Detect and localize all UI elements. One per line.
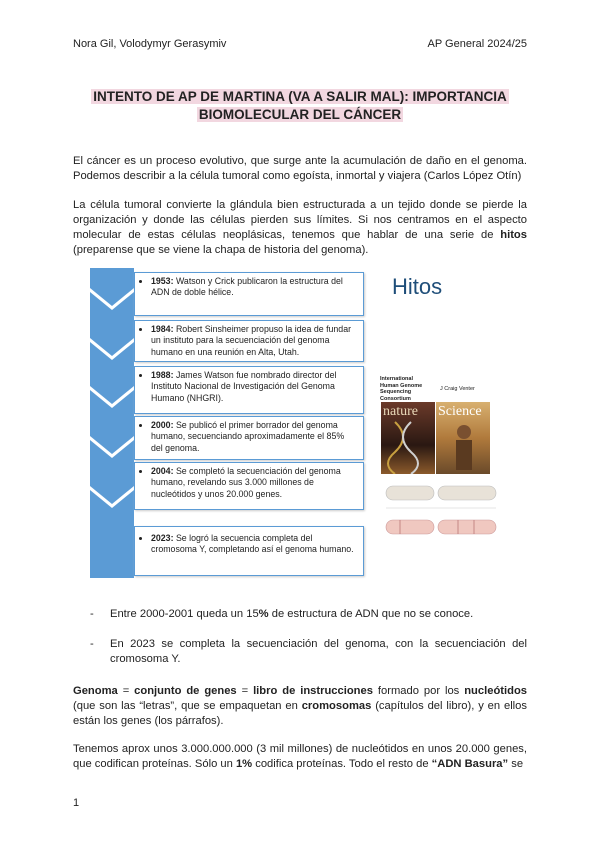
list-item-text [110,607,527,622]
chromosome-figure-icon [378,478,504,550]
science-cover-image [436,402,490,474]
science-cover-title: Science [438,404,482,419]
timeline-year: 1988: [151,370,174,380]
dna-helix-icon [381,402,435,474]
intro-paragraph-2 [73,198,527,258]
last-text2: codifica proteínas. Todo el resto de [252,758,432,770]
timeline-text: Watson y Crick publicaron la estructura del ADN de doble hélice. [151,276,343,298]
cover-label-consortium: International Human Genome Sequencing Consortium [380,376,423,402]
header-authors: Nora Gil, Volodymyr Gerasymiv [73,38,227,50]
cover-label-venter: J Craig Venter [440,386,475,392]
timeline-year: 2000: [151,420,174,430]
nature-cover-image [381,402,435,474]
intro-p2-tail: (preparense que se viene la chapa de historia del genoma). [73,244,369,256]
last-text: Tenemos aprox unos 3.000.000.000 (3 mil millones) de nucleótidos en unos 20.000 genes, que codifican proteínas. Sólo un [73,743,527,770]
timeline-text: Se publicó el primer borrador del genoma humano, secuenciando aproximadamente el 85% del genoma. [151,420,345,453]
genoma-text: formado por los [372,685,465,697]
genoma-nucleotidos: nucleótidos [464,685,527,697]
timeline-text: Robert Sinsheimer propuso la idea de fundar un instituto para la secuenciación del genoma humano en una reunión en Alta, Utah. [151,324,352,357]
page-title [60,88,540,124]
genoma-eq: = [117,685,135,697]
header-course: AP General 2024/25 [427,38,527,50]
genoma-eq2: = [236,685,254,697]
list-item-text: En 2023 se completa la secuenciación del genoma, con la secuenciación del cromosoma Y. [110,638,527,665]
genoma-cromosomas: cromosomas [301,700,372,712]
title-line-1: INTENTO DE AP DE MARTINA (VA A SALIR MAL): IMPORTANCIA [93,89,507,104]
hitos-heading: Hitos [392,274,443,299]
timeline-text: Se completó la secuenciación del genoma humano, revelando sus 3.000 millones de nucleótidos y unos 20.000 genes. [151,466,341,499]
timeline-item-2004 [134,462,364,510]
chevron-column-icon [90,268,140,578]
timeline-year: 2023: [151,533,174,543]
intro-p2-text: La célula tumoral convierte la glándula bien estructurada a un tejido donde se pierde la organización y donde las células pierden sus límites. Si nos centramos en el aspecto molecular de estas células neoplásicas, tenemos que hablar de una serie de [73,199,527,241]
timeline-item-1984 [134,320,364,362]
bullet-bold: % [258,608,269,620]
genoma-text3: (capítulos del libro), y en ellos están los genes (los párrafos). [73,700,527,727]
timeline-year: 2004: [151,466,174,476]
timeline-text: James Watson fue nombrado director del Instituto Nacional de Investigación del Genoma Humano (NHGRI). [151,370,337,403]
bullet-text-tail: de estructura de ADN que no se conoce. [268,608,474,620]
last-bold-percent: 1% [235,758,253,770]
list-bullet: - [90,638,94,650]
list-bullet: - [90,608,94,620]
timeline-item-1953 [134,272,364,316]
timeline-item-1988 [134,366,364,414]
nature-cover-title: nature [383,404,418,419]
genoma-term: Genoma [73,685,118,697]
last-bold-adn: “ADN Basura” [431,758,509,770]
timeline-year: 1953: [151,276,174,286]
last-paragraph [73,742,527,772]
list-item [90,637,527,667]
genoma-libro: libro de instrucciones [253,685,373,697]
timeline-item-2000 [134,416,364,460]
last-text3: se [508,758,524,770]
genoma-text2: (que son las “letras”, que se empaquetan en [73,700,302,712]
intro-p2-bold: hitos [500,229,527,241]
hitos-timeline [90,268,370,578]
timeline-year: 1984: [151,324,174,334]
timeline-text: Se logró la secuencia completa del cromosoma Y, completando así el genoma humano. [151,533,354,555]
figure-silhouette-icon [436,402,490,474]
list-item [90,607,527,622]
genoma-genes: conjunto de genes [134,685,237,697]
bullet-text: Entre 2000-2001 queda un 15 [110,608,259,620]
intro-paragraph-1: El cáncer es un proceso evolutivo, que surge ante la acumulación de daño en el genoma. Podemos describir a la célula tumoral como egoísta, inmortal y viajera (Carlos López Otín) [73,155,527,182]
page-number: 1 [73,797,80,809]
genoma-paragraph [73,684,527,729]
timeline-item-2023 [134,526,364,576]
title-line-2: BIOMOLECULAR DEL CÁNCER [198,107,402,122]
